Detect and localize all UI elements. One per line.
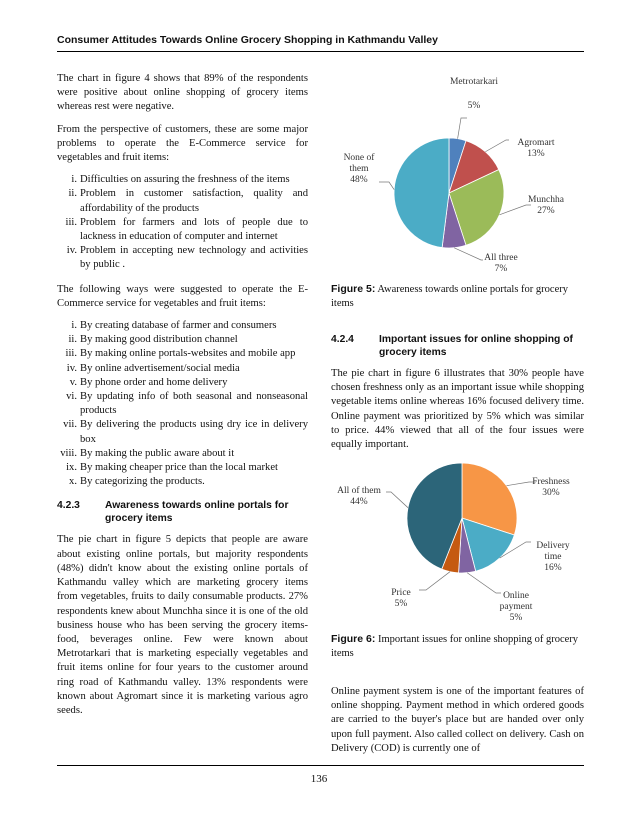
section-heading-4-2-4: 4.2.4 Important issues for online shopping of grocery items [331,334,573,358]
list-item-number: i. [71,320,77,332]
list-item-number: iii. [65,348,77,360]
list-item-text: By categorizing the products. [80,476,205,488]
list-item-text: By online advertisement/social media [80,362,240,374]
list-item [57,376,308,390]
pie-label: time [544,552,562,562]
list-item-number: ii. [68,188,77,200]
pie-leader-line [485,140,509,152]
list-item [57,347,308,361]
chart-title: Metrotarkari [449,77,499,87]
pie-label: 13% [527,149,545,159]
paragraph-online-payment: Online payment system is one of the important features of online shopping. Payment method in which ordered goods are carried to the buyer's place but are handed over only upon full payment. Also called collect on delivery. Cash on Delivery (COD) is currently one of [331,686,584,754]
pie-leader-line [419,572,450,590]
pie-label: 44% [350,497,368,507]
list-item-text: Problem for farmers and lots of people due to lackness in education of computer and internet [80,216,308,243]
ways-list [57,319,308,489]
pie-label: Freshness [532,477,570,487]
figure-5-caption: Figure 5: Awareness towards online portals for grocery items [331,283,568,309]
pie-label: 5% [509,613,523,623]
list-item-text: By making online portals-websites and mobile app [80,348,296,360]
list-item-text: By phone order and home delivery [80,376,228,388]
pie-label: 7% [494,264,508,274]
list-item [57,319,308,333]
list-item-text: By making the public aware about it [80,447,235,459]
list-item-number: viii. [60,447,77,459]
list-item-number: iv. [66,362,77,374]
left-column [57,72,308,726]
list-item [57,187,308,215]
page-number: 136 [310,773,328,785]
pie-leader-line [467,573,501,593]
pie-label: 48% [350,175,368,185]
pie-label: 16% [544,563,562,573]
pie-leader-line [386,492,408,508]
list-item [57,244,308,272]
pie-leader-line [379,182,394,190]
list-item-number: x. [69,476,77,488]
pie-label: Delivery [536,541,570,551]
problems-list [57,173,308,272]
pie-slice-none-of-them [394,138,449,248]
paragraph-problems-intro: From the perspective of customers, these are some major problems to operate the E-Commerce service for vegetables and fruit items: [57,123,308,164]
pie-label: 30% [542,488,560,498]
figure-6-caption: Figure 6: Important issues for online shopping of grocery items [331,633,579,659]
list-item [57,447,308,461]
pie-label: 5% [394,599,408,609]
list-item-text: Problem in accepting new technology and activities by public . [80,245,308,271]
pie-label: All of them [337,486,381,496]
paragraph-fig4-summary: The chart in figure 4 shows that 89% of the respondents were positive about online shopping of grocery items whereas rest were negative. [57,73,308,113]
list-item-text: By creating database of farmer and consumers [80,320,277,332]
list-item [57,333,308,347]
paragraph-issues: The pie chart in figure 6 illustrates that 30% people have chosen freshness only as an important issue while shopping vegetable items online whereas 16% focused delivery time. Online payment was prioritized by 5% which was similar to price. 44% viewed that all of the four issues were equally important. [331,368,584,451]
paragraph-awareness: The pie chart in figure 5 depicts that people are aware about existing online portals, but majority respondents (48%) didn't know about the existing online portals of Kathmandu valley which are marketing grocery items from vegetables, fruits to daily consumable products. 27% respondents knew about Munchha since it is one of the old business house who has been serving the grocery items- food, beverages online. Few were known about Metrotarkari that is marketing especially vegetables and fruit items online for four years to the customer around ring road of Kathmandu valley. 13% respondents were known about Agromart since it is marketing various agro seeds. [57,534,308,716]
right-column-text-1 [331,333,584,460]
pie-label: Price [391,588,411,598]
pie-leader-line [458,118,467,139]
paragraph-ways-intro: The following ways were suggested to operate the E-Commerce service for vegetables and fruit items: [57,283,308,309]
list-item-number: i. [71,174,77,186]
list-item [57,216,308,244]
pie-label: Agromart [517,138,555,148]
list-item-number: ii. [68,334,77,346]
pie-label: Online [503,591,529,601]
list-item-number: v. [69,376,77,388]
list-item-text: By delivering the products using dry ice in delivery box [80,419,308,445]
list-item-number: iii. [65,216,77,228]
list-item [57,461,308,475]
pie-label: them [349,164,369,174]
right-column-text-2 [331,685,584,764]
list-item-number: vi. [66,391,77,403]
list-item [57,418,308,446]
figure-6-pie-chart [331,460,584,625]
list-item-number: ix. [66,462,77,474]
pie-leader-line [454,248,483,260]
list-item [57,173,308,187]
list-item-number: vii. [63,419,77,431]
pie-label: None of [343,153,375,163]
pie-label: 5% [467,101,481,111]
list-item-number: iv. [66,245,77,257]
footer-rule [57,765,584,766]
list-item [57,475,308,489]
running-header: Consumer Attitudes Towards Online Grocery Shopping in Kathmandu Valley [57,34,584,52]
pie-label: Munchha [528,195,564,205]
pie-label: payment [499,602,533,612]
pie-label: All three [484,253,518,263]
figure-5-pie-chart [331,70,584,280]
list-item-text: Difficulties on assuring the freshness of the items [80,174,290,186]
list-item-text: By making good distribution channel [80,334,238,346]
list-item [57,390,308,418]
pie-label: 27% [537,206,555,216]
list-item-text: Problem in customer satisfaction, quality and affordability of the products [80,188,308,214]
pie-leader-line [499,205,531,215]
section-heading-4-2-3: 4.2.3 Awareness towards online portals for grocery items [57,500,289,525]
list-item-text: By updating info of both seasonal and nonseasonal products [80,391,308,417]
list-item [57,362,308,376]
list-item-text: By making cheaper price than the local market [80,462,278,474]
